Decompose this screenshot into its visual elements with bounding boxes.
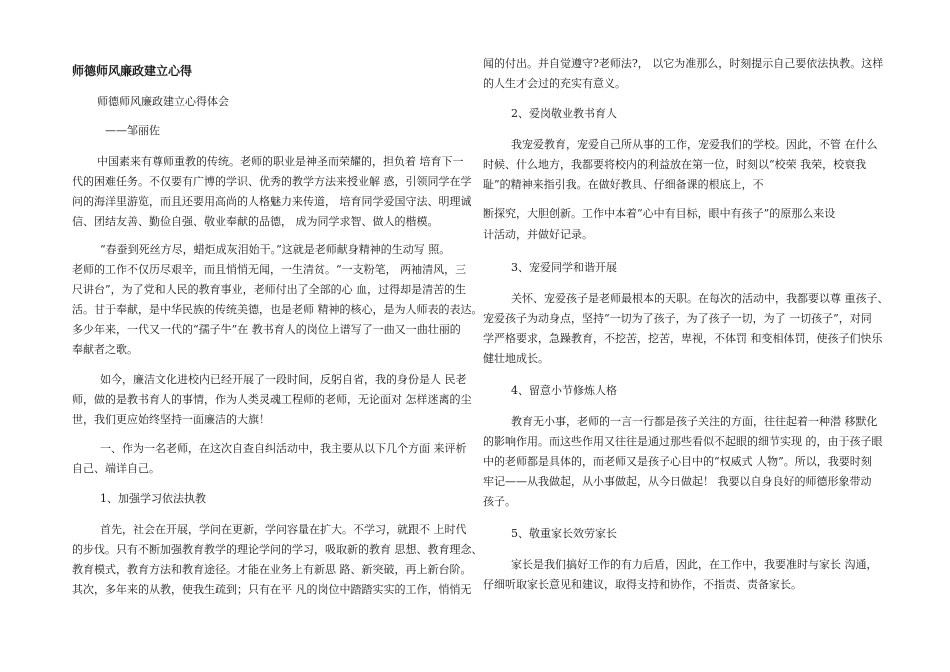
paragraph-line: 活。甘于奉献，是中华民族的传统美德，也是老师 精神的核心，是为人师表的表达。 <box>72 303 483 316</box>
paragraph-line: 信、团结友善、勤俭自强、敬业奉献的品德， 成为同学求智、做人的楷模。 <box>72 215 439 228</box>
subtitle: 师德师风廉政建立心得体会 <box>97 95 229 108</box>
section-heading: 5、敬重家长效劳家长 <box>511 527 617 540</box>
paragraph-line: 教育模式，教育方法和教育途径。才能在业务上有新思 路、新突破，再上新台阶。 <box>72 563 472 576</box>
paragraph-line: 学严格要求，急躁教育，不挖苦，挖苦，卑视，不体罚 和变相体罚，使孩子们快乐 <box>483 332 883 345</box>
author-line: ——邹丽佐 <box>105 124 160 137</box>
paragraph-line: 健壮地成长。 <box>483 352 549 365</box>
paragraph-line: 一、作为一名老师，在这次自查自纠活动中，我主要从以下几个方面 来评析 <box>100 442 467 455</box>
paragraph-line: 教育无小事，老师的一言一行都是孩子关注的方面，往往起着一种潜 移默化 <box>511 415 878 428</box>
paragraph-line: 多少年来，一代又一代的“孺子牛”在 教书育人的岗位上谱写了一曲又一曲壮丽的 <box>72 323 461 336</box>
paragraph-line: 我宠爱教育，宠爱自己所从事的工作，宠爱我们的学校。因此，不管 在什么 <box>511 138 878 151</box>
paragraph-line: 宠爱孩子为动身点，坚持“一切为了孩子，为了孩子一切，为了 一切孩子”，对同 <box>483 312 872 325</box>
paragraph-line: 问的海洋里游览，而且还要用高尚的人格魅力来传道， 培育同学爱国守法、明理诚 <box>72 195 472 208</box>
paragraph-line: 如今，廉洁文化进校内已经开展了一段时间，反躬自省，我的身份是人 民老 <box>100 373 467 386</box>
paragraph-line: 家长是我们搞好工作的有力后盾，因此，在工作中，我要准时与家长 沟通， <box>511 558 878 571</box>
paragraph-line: 耻”的精神来指引我。在做好教具、仔细备课的根底上，不 <box>483 178 764 191</box>
paragraph-line: 中的老师都是具体的，而老师又是孩子心目中的“权威式 人物”。所以，我要时刻 <box>483 455 872 468</box>
paragraph-line: 奉献者之歌。 <box>72 343 138 356</box>
paragraph-line: 牢记——从我做起，从小事做起，从今日做起！ 我要以自身良好的师德形象带动 <box>483 475 872 488</box>
paragraph-line: “春蚕到死丝方尽，蜡炬成灰泪始干。”这就是老师献身精神的生动写 照。 <box>100 243 451 256</box>
paragraph-line: 世，我们更应始终坚持一面廉洁的大旗！ <box>72 413 270 426</box>
paragraph-line: 自己、端详自己。 <box>72 462 160 475</box>
paragraph-line: 其次，多年来的从教，使我生疏到；只有在平 凡的岗位中踏踏实实的工作，悄悄无 <box>72 583 472 596</box>
paragraph-line: 首先，社会在开展，学问在更新，学问容量在扩大。不学习，就跟不 上时代 <box>100 523 467 536</box>
paragraph-line: 计活动，并做好记录。 <box>483 228 593 241</box>
paragraph-line: 中国素来有尊师重教的传统。老师的职业是神圣而荣耀的，担负着 培育下一 <box>97 155 464 168</box>
section-heading: 2、爱岗敬业教书育人 <box>511 107 617 120</box>
paragraph-line: 时候、什么地方，我都要将校内的利益放在第一位，时刻以“校荣 我荣，校衰我 <box>483 158 867 171</box>
paragraph-line: 的影响作用。而这些作用又往往是通过那些看似不起眼的细节实现 的，由于孩子眼 <box>483 435 883 448</box>
paragraph-line: 仔细听取家长意见和建议，取得支持和协作，不指责、责备家长。 <box>483 578 802 591</box>
paragraph-line: 尺讲台”，为了党和人民的教育事业，老师付出了全部的心 血，过得却是清苦的生 <box>72 283 467 296</box>
paragraph-line: 断探究，大胆创新。工作中本着“心中有目标，眼中有孩子”的原那么来设 <box>483 207 836 220</box>
section-heading: 1、加强学习依法执教 <box>100 492 206 505</box>
paragraph-line: 的步伐。只有不断加强教育教学的理论学问的学习，吸取新的教育 思想、教育理念、 <box>72 543 483 556</box>
paragraph-line: 老师的工作不仅历尽艰辛，而且悄悄无闻，一生清贫。“一支粉笔， 两袖清风，三 <box>72 263 467 276</box>
paragraph-line: 闻的付出。并自觉遵守?老师法?， 以它为准那么，时刻提示自己要依法执教。这样 <box>483 57 884 70</box>
document-title: 师德师风廉政建立心得 <box>72 64 193 78</box>
paragraph-line: 的人生才会过的充实有意义。 <box>483 77 626 90</box>
paragraph-line: 师，做的是教书育人的事情，作为人类灵魂工程师的老师，无论面对 怎样迷离的尘 <box>72 393 472 406</box>
section-heading: 3、宠爱同学和谐开展 <box>511 261 617 274</box>
paragraph-line: 代的困难任务。不仅要有广博的学识、优秀的教学方法来授业解 惑，引领同学在学 <box>72 175 472 188</box>
paragraph-line: 孩子。 <box>483 495 516 508</box>
paragraph-line: 关怀、宠爱孩子是老师最根本的天职。在每次的活动中，我都要以尊 重孩子、 <box>511 292 889 305</box>
section-heading: 4、留意小节修炼人格 <box>511 384 617 397</box>
